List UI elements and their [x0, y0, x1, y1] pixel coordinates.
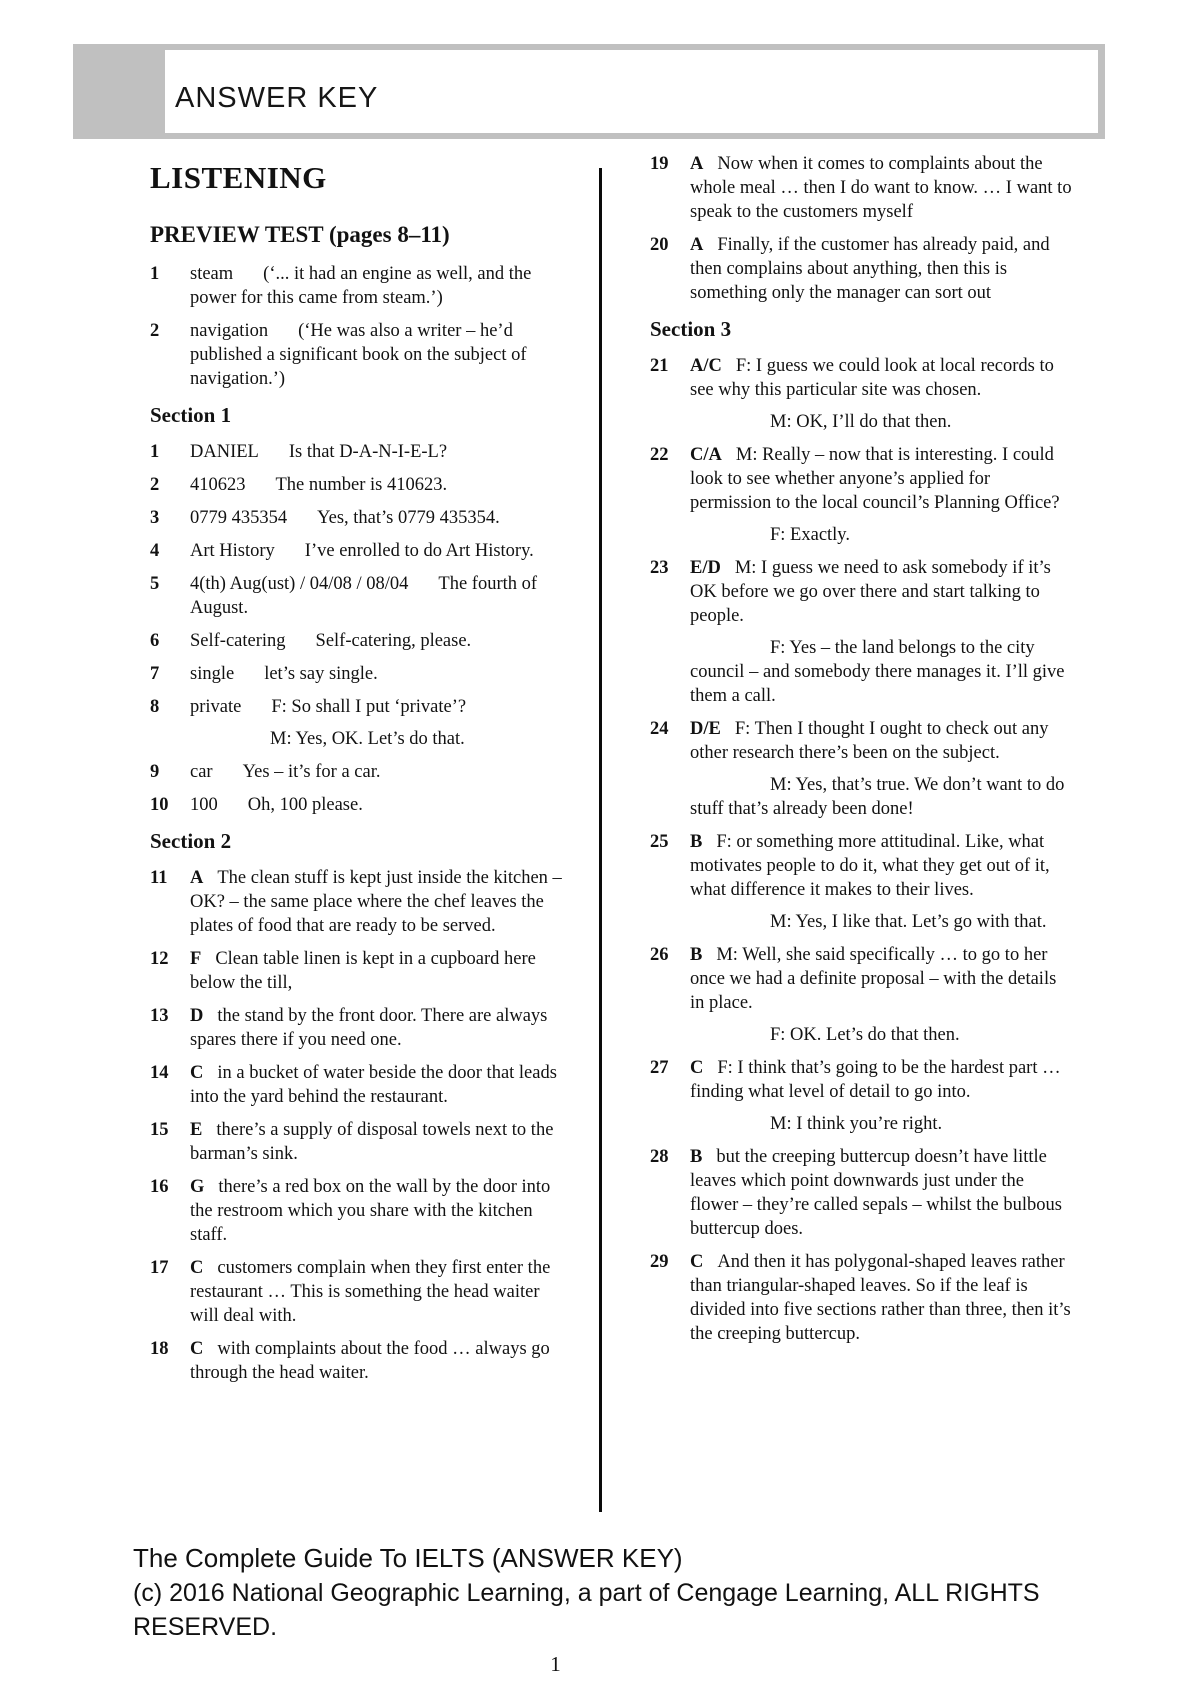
item-sub-line: M: I think you’re right. — [770, 1114, 943, 1134]
item-main-line — [190, 572, 564, 620]
item-main-line — [690, 233, 1074, 305]
item-text: customers complain when they first enter the restaurant … This is something the head waiter will deal with. — [190, 1258, 551, 1326]
item-body — [690, 152, 1074, 224]
item-body — [190, 1256, 564, 1328]
item-text: with complaints about the food … always go through the head waiter. — [190, 1339, 550, 1383]
item-sub-line: M: Yes, I like that. Let’s go with that. — [770, 912, 1047, 932]
item-number: 10 — [150, 795, 169, 815]
item-main-line — [190, 793, 564, 817]
item-main-line — [190, 1175, 564, 1247]
item-number: 6 — [150, 631, 160, 651]
answer-item — [650, 943, 1074, 1047]
item-number: 4 — [150, 541, 160, 561]
item-body — [190, 1175, 564, 1247]
item-text: Yes – it’s for a car. — [242, 762, 381, 782]
item-number: 11 — [150, 868, 168, 888]
item-body — [190, 539, 564, 563]
item-answer: E — [190, 1120, 203, 1140]
answer-item — [150, 572, 564, 620]
item-body — [690, 717, 1074, 821]
answer-item — [650, 1250, 1074, 1346]
item-answer: Art History — [190, 541, 275, 561]
item-text: I’ve enrolled to do Art History. — [304, 541, 534, 561]
item-body — [190, 319, 564, 391]
answer-item — [150, 866, 564, 938]
item-number: 17 — [150, 1258, 169, 1278]
item-body — [690, 233, 1074, 305]
item-main-line — [190, 1118, 564, 1166]
item-main-line — [190, 1256, 564, 1328]
item-main-line — [690, 443, 1074, 515]
item-number: 5 — [150, 574, 160, 594]
item-main-line — [190, 539, 564, 563]
item-answer: C — [190, 1339, 204, 1359]
item-number: 8 — [150, 697, 160, 717]
item-body — [190, 473, 564, 497]
item-body — [190, 1004, 564, 1052]
item-answer: C/A — [690, 445, 722, 465]
footer — [133, 1540, 1073, 1677]
item-sub-line: M: Yes, OK. Let’s do that. — [270, 729, 465, 749]
answer-item — [150, 793, 564, 817]
item-text: Now when it comes to complaints about the whole meal … then I do want to know. … I want to speak to the customers myself — [690, 154, 1072, 222]
item-number: 21 — [650, 356, 669, 376]
answer-item — [150, 629, 564, 653]
item-number: 1 — [150, 264, 160, 284]
item-answer: C — [190, 1063, 204, 1083]
item-number: 2 — [150, 475, 160, 495]
answer-item — [150, 662, 564, 686]
item-number: 2 — [150, 321, 160, 341]
item-body — [190, 1118, 564, 1166]
item-main-line — [190, 629, 564, 653]
item-body — [190, 506, 564, 530]
item-main-line — [190, 662, 564, 686]
answer-item — [150, 539, 564, 563]
item-text: The clean stuff is kept just inside the kitchen – OK? – the same place where the chef leaves the plates of food that are ready to be served. — [190, 868, 562, 936]
item-main-line — [190, 1004, 564, 1052]
item-text: F: Then I thought I ought to check out any other research there’s been on the subject. — [690, 719, 1049, 763]
item-text: (‘He was also a writer – he’d published a significant book on the subject of navigation.’) — [190, 321, 527, 389]
item-body — [190, 629, 564, 653]
item-main-line — [190, 947, 564, 995]
item-number: 24 — [650, 719, 669, 739]
item-main-line — [690, 152, 1074, 224]
item-main-line — [190, 440, 564, 464]
item-text: M: Well, she said specifically … to go to her once we had a definite proposal – with the details in place. — [690, 945, 1057, 1013]
item-number: 9 — [150, 762, 160, 782]
footer-copyright: (c) 2016 National Geographic Learning, a part of Cengage Learning, ALL RIGHTS RESERVED. — [133, 1579, 1040, 1641]
answer-item — [150, 506, 564, 530]
item-answer: A — [190, 868, 204, 888]
item-text: but the creeping buttercup doesn’t have little leaves which point downwards just under the flower – they’re called sepals – whilst the bulbous buttercup does. — [690, 1147, 1062, 1239]
item-main-line — [190, 506, 564, 530]
item-body — [190, 1337, 564, 1385]
item-answer: F — [190, 949, 202, 969]
item-text: F: So shall I put ‘private’? — [271, 697, 467, 717]
item-number: 20 — [650, 235, 669, 255]
item-body — [190, 695, 564, 751]
item-main-line — [190, 473, 564, 497]
header-title-box — [165, 50, 1098, 133]
page-title: ANSWER KEY — [175, 82, 379, 114]
item-answer: B — [690, 1147, 703, 1167]
item-number: 15 — [150, 1120, 169, 1140]
item-main-line — [690, 717, 1074, 765]
item-answer: steam — [190, 264, 234, 284]
item-number: 27 — [650, 1058, 669, 1078]
answer-item — [150, 1337, 564, 1385]
item-answer: Self-catering — [190, 631, 286, 651]
item-number: 13 — [150, 1006, 169, 1026]
answer-item — [650, 1145, 1074, 1241]
answer-item — [650, 830, 1074, 934]
item-text: F: I think that’s going to be the hardest part … finding what level of detail to go into. — [690, 1058, 1061, 1102]
column-divider — [599, 168, 602, 1512]
item-answer: navigation — [190, 321, 269, 341]
item-sub-line: F: Exactly. — [770, 525, 850, 545]
answer-item — [650, 354, 1074, 434]
item-answer: single — [190, 664, 235, 684]
footer-title: The Complete Guide To IELTS (ANSWER KEY) — [133, 1543, 683, 1573]
item-answer: DANIEL — [190, 442, 259, 462]
item-body — [190, 793, 564, 817]
item-number: 23 — [650, 558, 669, 578]
item-number: 18 — [150, 1339, 169, 1359]
item-body — [690, 943, 1074, 1047]
answer-item — [150, 1004, 564, 1052]
item-sub-line: M: Yes, that’s true. We don’t want to do stuff that’s already been done! — [690, 775, 1065, 819]
item-main-line — [690, 943, 1074, 1015]
header-band — [73, 44, 1105, 139]
item-answer: D/E — [690, 719, 721, 739]
item-answer: B — [690, 832, 703, 852]
column-left — [150, 152, 564, 1394]
item-text: Clean table linen is kept in a cupboard here below the till, — [190, 949, 536, 993]
answer-item — [650, 556, 1074, 708]
item-sub-line: F: OK. Let’s do that then. — [770, 1025, 960, 1045]
column-right — [650, 152, 1074, 1355]
item-main-line — [190, 866, 564, 938]
item-answer: C — [190, 1258, 204, 1278]
item-body — [690, 556, 1074, 708]
item-main-line — [190, 262, 564, 310]
item-answer: 4(th) Aug(ust) / 04/08 / 08/04 — [190, 574, 409, 594]
item-main-line — [190, 1061, 564, 1109]
item-body — [190, 1061, 564, 1109]
item-text: Is that D-A-N-I-E-L? — [288, 442, 448, 462]
item-answer: A — [690, 154, 704, 174]
item-body — [190, 866, 564, 938]
item-number: 3 — [150, 508, 160, 528]
item-number: 7 — [150, 664, 160, 684]
item-body — [190, 572, 564, 620]
item-text: there’s a red box on the wall by the door into the restroom which you share with the kitchen staff. — [190, 1177, 551, 1245]
item-number: 25 — [650, 832, 669, 852]
item-number: 26 — [650, 945, 669, 965]
item-answer: A/C — [690, 356, 722, 376]
answer-item — [150, 695, 564, 751]
item-answer: E/D — [690, 558, 721, 578]
item-number: 1 — [150, 442, 160, 462]
item-body — [690, 1145, 1074, 1241]
item-main-line — [690, 1056, 1074, 1104]
main-heading: LISTENING — [150, 160, 327, 195]
item-main-line — [190, 695, 564, 719]
item-text: And then it has polygonal-shaped leaves rather than triangular-shaped leaves. So if the leaf is divided into five sections rather than three, then it’s the creeping buttercup. — [690, 1252, 1071, 1344]
item-body — [190, 662, 564, 686]
item-answer: 410623 — [190, 475, 246, 495]
item-text: Oh, 100 please. — [247, 795, 363, 815]
item-main-line — [690, 1250, 1074, 1346]
item-text: in a bucket of water beside the door that leads into the yard behind the restaurant. — [190, 1063, 557, 1107]
item-main-line — [690, 556, 1074, 628]
section-heading: Section 1 — [150, 403, 232, 427]
item-text: (‘... it had an engine as well, and the power for this came from steam.’) — [190, 264, 532, 308]
item-text: M: Really – now that is interesting. I could look to see whether anyone’s applied for permission to the local council’s Planning Office? — [690, 445, 1060, 513]
answer-item — [150, 319, 564, 391]
item-answer: 0779 435354 — [190, 508, 288, 528]
item-text: there’s a supply of disposal towels next to the barman’s sink. — [190, 1120, 554, 1164]
item-text: F: or something more attitudinal. Like, what motivates people to do it, what they get out of it, what difference it makes to their lives. — [690, 832, 1050, 900]
item-answer: A — [690, 235, 704, 255]
item-text: M: I guess we need to ask somebody if it’s OK before we go over there and start talking to people. — [690, 558, 1051, 626]
item-number: 12 — [150, 949, 169, 969]
item-answer: private — [190, 697, 242, 717]
item-sub-line: F: Yes – the land belongs to the city council – and somebody there manages it. I’ll give them a call. — [690, 638, 1065, 706]
answer-item — [150, 473, 564, 497]
answer-item — [150, 440, 564, 464]
item-text: the stand by the front door. There are always spares there if you need one. — [190, 1006, 548, 1050]
section-heading: Section 3 — [650, 317, 732, 341]
answer-item — [650, 233, 1074, 305]
answer-item — [650, 717, 1074, 821]
item-body — [690, 1056, 1074, 1136]
page-number: 1 — [550, 1652, 561, 1676]
item-body — [190, 947, 564, 995]
answer-item — [650, 152, 1074, 224]
item-main-line — [190, 319, 564, 391]
answer-item — [150, 1118, 564, 1166]
item-answer: B — [690, 945, 703, 965]
item-main-line — [690, 830, 1074, 902]
item-number: 29 — [650, 1252, 669, 1272]
item-body — [690, 830, 1074, 934]
item-body — [690, 443, 1074, 547]
item-text: The number is 410623. — [275, 475, 448, 495]
item-body — [690, 1250, 1074, 1346]
item-answer: C — [690, 1058, 704, 1078]
item-text: Yes, that’s 0779 435354. — [317, 508, 500, 528]
item-main-line — [690, 354, 1074, 402]
item-text: The fourth of August. — [190, 574, 538, 618]
item-sub-line: M: OK, I’ll do that then. — [770, 412, 952, 432]
section-heading: Section 2 — [150, 829, 232, 853]
answer-item — [150, 1175, 564, 1247]
item-text: Self-catering, please. — [315, 631, 472, 651]
item-answer: C — [690, 1252, 704, 1272]
answer-item — [650, 443, 1074, 547]
item-body — [190, 262, 564, 310]
item-answer: G — [190, 1177, 205, 1197]
test-heading: PREVIEW TEST (pages 8–11) — [150, 222, 450, 247]
item-main-line — [190, 1337, 564, 1385]
answer-item — [150, 1256, 564, 1328]
answer-item — [150, 1061, 564, 1109]
answer-item — [650, 1056, 1074, 1136]
answer-item — [150, 760, 564, 784]
item-answer: D — [190, 1006, 204, 1026]
item-main-line — [190, 760, 564, 784]
item-text: Finally, if the customer has already paid, and then complains about anything, then this is something only the manager can sort out — [690, 235, 1050, 303]
item-answer: 100 — [190, 795, 218, 815]
item-text: let’s say single. — [264, 664, 378, 684]
item-answer: car — [190, 762, 213, 782]
item-number: 16 — [150, 1177, 169, 1197]
item-body — [190, 440, 564, 464]
item-body — [190, 760, 564, 784]
item-number: 28 — [650, 1147, 669, 1167]
answer-item — [150, 262, 564, 310]
item-text: F: I guess we could look at local records to see why this particular site was chosen. — [690, 356, 1054, 400]
item-main-line — [690, 1145, 1074, 1241]
item-number: 14 — [150, 1063, 169, 1083]
item-body — [690, 354, 1074, 434]
item-number: 22 — [650, 445, 669, 465]
item-number: 19 — [650, 154, 669, 174]
answer-item — [150, 947, 564, 995]
